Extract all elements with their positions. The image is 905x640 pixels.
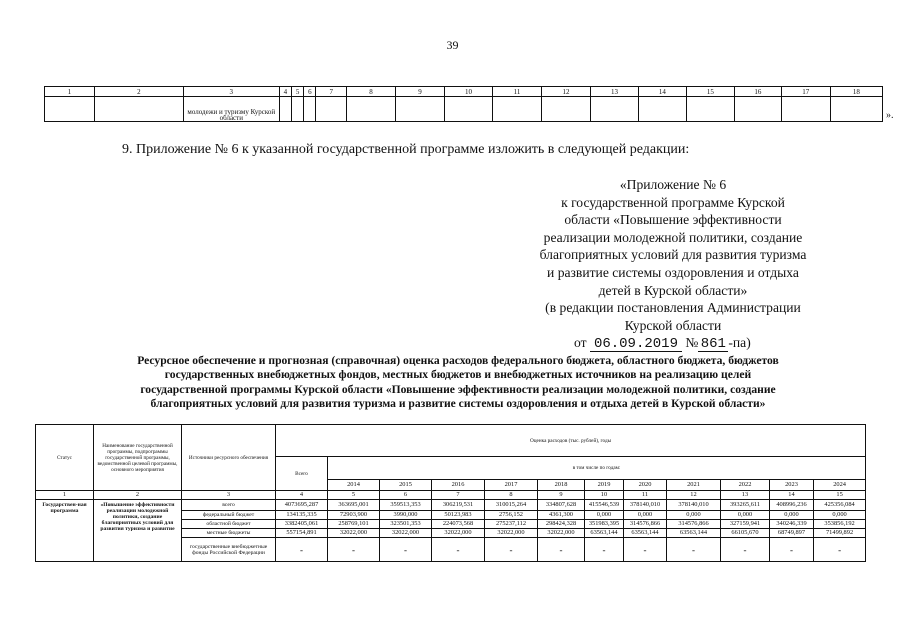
- clause-text: 9. Приложение № 6 к указанной государственной программе изложить в следующей редакции:: [122, 142, 690, 157]
- value-cell: 63563,144: [585, 529, 624, 538]
- value-cell: 306219,531: [432, 500, 485, 511]
- column-number: 2: [94, 491, 182, 500]
- col-number: 8: [347, 87, 396, 97]
- heading-line: благоприятных условий для развития туризма и развитие системы оздоровления и отдыха детей в Курской области»: [150, 397, 766, 411]
- appendix-line: к государственной программе Курской: [561, 194, 785, 210]
- value-cell: 298424,328: [538, 520, 585, 529]
- col-number: 15: [686, 87, 734, 97]
- col-number: 5: [291, 87, 303, 97]
- number-prefix: №: [685, 335, 699, 351]
- col-number: 3: [183, 87, 279, 97]
- heading-line: государственных внебюджетных фондов, местных бюджетов и внебюджетных источников на реализацию целей: [164, 368, 752, 382]
- value-cell: 63563,144: [624, 529, 667, 538]
- value-cell: 415546,539: [585, 500, 624, 511]
- value-cell: 0,000: [721, 511, 770, 520]
- year-header: 2023: [770, 480, 814, 491]
- closing-quote: ».: [886, 110, 894, 121]
- column-number: 12: [667, 491, 721, 500]
- value-cell: 378140,010: [624, 500, 667, 511]
- appendix-header: [508, 176, 838, 352]
- value-cell: 334807,628: [538, 500, 585, 511]
- column-number: 15: [814, 491, 866, 500]
- resource-table: [35, 424, 866, 562]
- source-cell: государственные внебюджетные фонды Российской Федерации: [182, 538, 276, 562]
- year-header: 2014: [328, 480, 380, 491]
- column-number: 13: [721, 491, 770, 500]
- value-cell: -: [432, 538, 485, 562]
- value-cell: -: [538, 538, 585, 562]
- date-prefix: от: [574, 335, 587, 351]
- appendix-line: реализации молодежной политики, создание: [543, 229, 803, 245]
- col-number: 13: [590, 87, 638, 97]
- heading-line: государственной программы Курской области «Повышение эффективности реализации молодежной политики, создание: [140, 382, 776, 396]
- value-cell: -: [721, 538, 770, 562]
- year-header: 2015: [380, 480, 432, 491]
- table-row: [36, 500, 866, 511]
- value-cell: -: [814, 538, 866, 562]
- header-source: Источники ресурсного обеспечения: [182, 425, 276, 491]
- value-cell: 32022,000: [432, 529, 485, 538]
- page-number: 39: [446, 38, 459, 52]
- col-number: 11: [492, 87, 541, 97]
- value-cell: 359513,353: [380, 500, 432, 511]
- col-number: 1: [45, 87, 95, 97]
- year-header: 2016: [432, 480, 485, 491]
- col-number: 6: [304, 87, 316, 97]
- table-cell: [492, 97, 541, 122]
- value-cell: 68749,897: [770, 529, 814, 538]
- header-status: Статус: [36, 425, 94, 491]
- table-cell: [830, 97, 882, 122]
- value-cell: 363695,001: [328, 500, 380, 511]
- value-cell: 378140,010: [667, 500, 721, 511]
- year-header: 2018: [538, 480, 585, 491]
- value-cell: -: [328, 538, 380, 562]
- header-including: в том числе по годам:: [328, 457, 866, 480]
- value-cell: -: [624, 538, 667, 562]
- header-name: Наименование государственной программы, подпрограммы государственной программы, ведомственной целевой программы, основного мероприятия: [94, 425, 182, 491]
- column-number: 4: [276, 491, 328, 500]
- column-number: 14: [770, 491, 814, 500]
- column-number: 7: [432, 491, 485, 500]
- table-cell: [396, 97, 445, 122]
- number-field: 861: [698, 337, 728, 352]
- appendix-line: детей в Курской области»: [598, 282, 748, 298]
- table-cell: [45, 97, 95, 122]
- column-number: 3: [182, 491, 276, 500]
- table-cell: [304, 97, 316, 122]
- column-number: 8: [485, 491, 538, 500]
- col-number: 16: [734, 87, 781, 97]
- value-cell: 71499,892: [814, 529, 866, 538]
- value-cell: 32022,000: [485, 529, 538, 538]
- value-cell: 258769,101: [328, 520, 380, 529]
- value-cell: 0,000: [585, 511, 624, 520]
- value-cell: 557154,891: [276, 529, 328, 538]
- value-cell: 408996,236: [770, 500, 814, 511]
- value-cell: -: [770, 538, 814, 562]
- value-cell: -: [485, 538, 538, 562]
- col-number: 12: [541, 87, 590, 97]
- value-cell: 0,000: [624, 511, 667, 520]
- table-cell: [734, 97, 781, 122]
- col-number: 14: [638, 87, 686, 97]
- value-cell: -: [380, 538, 432, 562]
- col-number: 2: [95, 87, 184, 97]
- value-cell: 32022,000: [328, 529, 380, 538]
- year-header: 2020: [624, 480, 667, 491]
- continuation-table-header: [45, 87, 883, 97]
- appendix-line: Курской области: [624, 317, 722, 333]
- header-column-numbers-row: [36, 491, 866, 500]
- table-cell: [316, 97, 347, 122]
- value-cell: 327159,941: [721, 520, 770, 529]
- appendix-line: «Приложение № 6: [619, 177, 727, 192]
- heading-line: Ресурсное обеспечение и прогнозная (справочная) оценка расходов федерального бюджета, областного бюджета, бюджетов: [137, 354, 779, 367]
- source-cell: всего: [182, 500, 276, 511]
- value-cell: 72903,900: [328, 511, 380, 520]
- value-cell: 4361,300: [538, 511, 585, 520]
- value-cell: 310015,264: [485, 500, 538, 511]
- value-cell: 393265,611: [721, 500, 770, 511]
- table-cell: [291, 97, 303, 122]
- appendix-line: области «Повышение эффективности: [564, 212, 782, 228]
- program-name-cell: «Повышение эффективности реализации молодежной политики, создание благоприятных условий для развития туризма и развитие: [94, 500, 182, 562]
- value-cell: 0,000: [667, 511, 721, 520]
- value-cell: -: [276, 538, 328, 562]
- column-number: 1: [36, 491, 94, 500]
- value-cell: 32022,000: [380, 529, 432, 538]
- table-cell: [638, 97, 686, 122]
- value-cell: 275237,112: [485, 520, 538, 529]
- year-header: 2024: [814, 480, 866, 491]
- col-number: 17: [781, 87, 830, 97]
- col-number: 9: [396, 87, 445, 97]
- col-number: 4: [279, 87, 291, 97]
- value-cell: 63563,144: [667, 529, 721, 538]
- appendix-line: и развитие системы оздоровления и отдыха: [547, 264, 799, 280]
- col-number: 10: [445, 87, 493, 97]
- table-cell: [686, 97, 734, 122]
- value-cell: 0,000: [814, 511, 866, 520]
- value-cell: 340246,339: [770, 520, 814, 529]
- header-estimate: Оценка расходов (тыс. рублей), годы: [276, 425, 866, 457]
- table-cell: [279, 97, 291, 122]
- source-cell: местные бюджеты: [182, 529, 276, 538]
- year-header: 2021: [667, 480, 721, 491]
- column-number: 10: [585, 491, 624, 500]
- value-cell: 224073,568: [432, 520, 485, 529]
- value-cell: 323501,353: [380, 520, 432, 529]
- value-cell: 0,000: [770, 511, 814, 520]
- year-header: 2017: [485, 480, 538, 491]
- column-number: 11: [624, 491, 667, 500]
- value-cell: 351983,395: [585, 520, 624, 529]
- col-number: 18: [830, 87, 882, 97]
- cell-department: молодежи и туризму Курской области: [183, 97, 279, 122]
- value-cell: 2756,152: [485, 511, 538, 520]
- value-cell: 66105,670: [721, 529, 770, 538]
- document-heading: [78, 354, 838, 412]
- value-cell: 134135,335: [276, 511, 328, 520]
- col-number: 7: [316, 87, 347, 97]
- continuation-table: [44, 86, 883, 122]
- number-suffix: -па): [728, 335, 751, 351]
- value-cell: 425356,084: [814, 500, 866, 511]
- year-header: 2019: [585, 480, 624, 491]
- value-cell: 50123,983: [432, 511, 485, 520]
- date-field: 06.09.2019: [590, 337, 682, 352]
- value-cell: 314576,866: [624, 520, 667, 529]
- table-cell: [541, 97, 590, 122]
- appendix-line: (в редакции постановления Администрации: [545, 300, 801, 316]
- appendix-line: благоприятных условий для развития туризма: [539, 247, 807, 263]
- value-cell: 32022,000: [538, 529, 585, 538]
- value-cell: -: [585, 538, 624, 562]
- value-cell: -: [667, 538, 721, 562]
- value-cell: 3990,000: [380, 511, 432, 520]
- table-cell: [590, 97, 638, 122]
- value-cell: 4073695,287: [276, 500, 328, 511]
- column-number: 5: [328, 491, 380, 500]
- table-cell: [445, 97, 493, 122]
- column-number: 6: [380, 491, 432, 500]
- value-cell: 3382405,061: [276, 520, 328, 529]
- continuation-table-row: [45, 97, 883, 122]
- status-cell: Государствен-ная программа: [36, 500, 94, 562]
- table-cell: [781, 97, 830, 122]
- appendix-date-line: [508, 334, 838, 352]
- table-cell: [347, 97, 396, 122]
- value-cell: 353856,192: [814, 520, 866, 529]
- header-total: Всего: [276, 457, 328, 491]
- table-cell: [95, 97, 184, 122]
- value-cell: 314576,866: [667, 520, 721, 529]
- column-number: 9: [538, 491, 585, 500]
- year-header: 2022: [721, 480, 770, 491]
- source-cell: областной бюджет: [182, 520, 276, 529]
- source-cell: федеральный бюджет: [182, 511, 276, 520]
